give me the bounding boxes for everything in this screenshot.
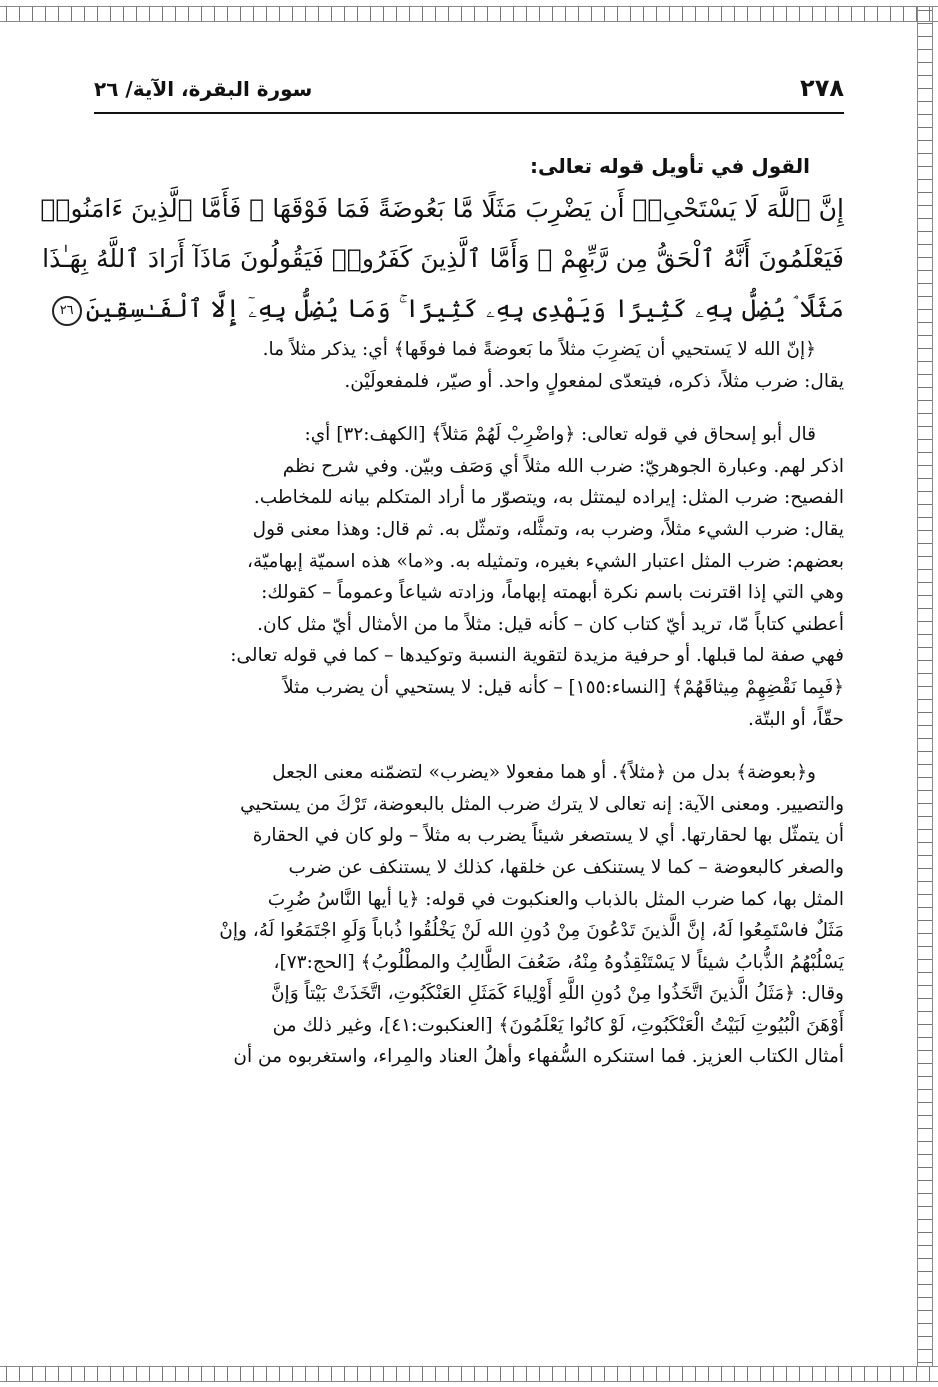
- decorative-bottom-border: [0, 1366, 938, 1382]
- commentary-body: [94, 334, 844, 1073]
- page-number: ٢٧٨: [800, 74, 844, 102]
- verse-line-3: [59, 284, 844, 334]
- text-line: يَسْلُبْهُمُ الذُّبابُ شيئاً لا يَسْتَنْقِذُوهُ مِنْهُ، ضَعُفَ الطَّالِبُ والمطْلُوبُ﴾ [الحج:٧٣]،: [273, 951, 844, 973]
- text-line: بعضهم: ضرب المثل اعتبار الشيء بغيره، وتمثيله به. و«ما» هذه اسميّة إبهاميّة،: [247, 550, 844, 572]
- text-line: أمثال الكتاب العزيز. فما استنكره السُّفهاء وأهلُ العناد والمِراء، واستغربوه من أن: [233, 1046, 844, 1068]
- text-line: اذكر لهم. وعبارة الجوهريّ: ضرب الله مثلاً أي وَصَف وبيّن. وفي شرح نظم: [282, 455, 844, 477]
- verse-line-3-text: مَثَلًا ۘ يُضِلُّ بِهِۦ كَثِيرًا وَيَهْدِى بِهِۦ كَثِيرًا ۚ وَمَا يُضِلُّ بِهِۦٓ إِلَّا ٱلْفَـٰسِقِينَ: [85, 294, 844, 323]
- text-line: والصغر كالبعوضة – كما لا يستنكف عن خلقها، كذلك لا يستنكف عن ضرب: [288, 856, 844, 878]
- book-page: [40, 74, 844, 1073]
- text-line: ﴿فَبِما نَقْضِهِمْ مِيثاقَهُمْ﴾ [النساء:١٥٥] – كأنه قيل: لا يستحيي أن يضرب مثلاً: [283, 676, 844, 698]
- paragraph-gap: [94, 397, 844, 419]
- text-line: و﴿بعوضة﴾ بدل من ﴿مثلاً﴾. أو هما مفعولا «يضرب» لتضمّنه معنى الجعل: [272, 762, 816, 784]
- chapter-title: سورة البقرة، الآية/ ٢٦: [94, 77, 313, 101]
- verse-line-2: فَيَعْلَمُونَ أَنَّهُ ٱلْحَقُّ مِن رَّبِّهِمْ ۖ وَأَمَّا ٱلَّذِينَ كَفَرُوا۟ فَيَقُولُونَ مَاذَآ أَرَادَ ٱللَّهُ بِهَـٰذَا: [42, 244, 844, 273]
- text-line: مَثَلٌ فاسْتَمِعُوا لَهُ، إنَّ الَّذينَ تَدْعُونَ مِنْ دُونِ الله لَنْ يَخْلُقُوا ذُباباً وَلَوِ اجْتَمَعُوا لَهُ، وإنْ: [219, 920, 844, 942]
- decorative-top-border: [0, 6, 938, 22]
- text-line: المثل بها، كما ضرب المثل بالذباب والعنكبوت في قوله: ﴿يا أيها النَّاسُ ضُرِبَ: [267, 888, 844, 910]
- text-line: وقال: ﴿مَثَلُ الَّذينَ اتَّخَذُوا مِنْ دُونِ اللَّهِ أَوْلِياءَ كَمَثَلِ العَنْكَبُوتِ، اتَّخَذَتْ بَيْتاً وَإنَّ: [270, 983, 844, 1005]
- quran-verse: [40, 184, 844, 334]
- text-line: فهي صفة لما قبلها. أو حرفية مزيدة لتقوية النسبة وتوكيدها – كما في قوله تعالى:: [230, 645, 844, 667]
- running-header: [94, 74, 844, 114]
- text-line: أَوْهَنَ الْبُيُوتِ لَبَيْتُ الْعَنْكَبُوتِ، لَوْ كانُوا يَعْلَمُونَ﴾ [العنكبوت:٤١]، وغير ذلك من: [272, 1014, 844, 1036]
- text-line: أعطني كتاباً مّا، تريد أيّ كتاب كان – كأنه قيل: مثلاً ما من الأمثال أيّ مثل كان.: [257, 613, 844, 635]
- ayah-number-marker: ٢٦: [52, 296, 82, 326]
- text-line: قال أبو إسحاق في قوله تعالى: ﴿واضْرِبْ لَهُمْ مَثلاً﴾ [الكهف:٣٢] أي:: [304, 424, 816, 446]
- section-heading: القول في تأويل قوله تعالى:: [530, 154, 810, 178]
- text-line: حقّاً، أو البتّة.: [748, 708, 844, 730]
- decorative-right-border: [917, 6, 933, 1382]
- text-line: أن يتمثّل بها لحقارتها. أي لا يستصغر شيئاً يضرب به مثلاً – ولو كان في الحقارة: [252, 825, 844, 847]
- text-line: يقال: ضرب الشيء مثلاً، وضرب به، وتمثَّله، وتمثّل به. ثم قال: وهذا معنى قول: [252, 518, 844, 540]
- verse-line-1: إِنَّ ٱللَّهَ لَا يَسْتَحْىِۦٓ أَن يَضْرِبَ مَثَلًا مَّا بَعُوضَةً فَمَا فَوْقَهَا ۚ فَأَمَّا ٱلَّذِينَ ءَامَنُوا۟: [40, 194, 844, 223]
- text-line: والتصيير. ومعنى الآية: إنه تعالى لا يترك ضرب المثل بالبعوضة، تَرْكَ من يستحيي: [240, 793, 844, 815]
- text-line: وهي التي إذا اقترنت باسم نكرة أبهمته إبهاماً، وزادته شياعاً وعموماً – كقولك:: [261, 582, 844, 604]
- text-line: ﴿إنّ الله لا يَستحيي أن يَضرِبَ مثلاً ما بَعوضةً فما فوقَها﴾ أي: يذكر مثلاً ما.: [262, 339, 816, 360]
- paragraph-gap: [94, 735, 844, 757]
- text-line: الفصيح: ضرب المثل: إيراده ليمتثل به، ويتصوّر ما أراد المتكلم بيانه للمخاطب.: [253, 487, 844, 509]
- text-line: يقال: ضرب مثلاً، ذكره، فيتعدّى لمفعولٍ واحد. أو صيّر، فلمفعولَيْن.: [344, 370, 844, 392]
